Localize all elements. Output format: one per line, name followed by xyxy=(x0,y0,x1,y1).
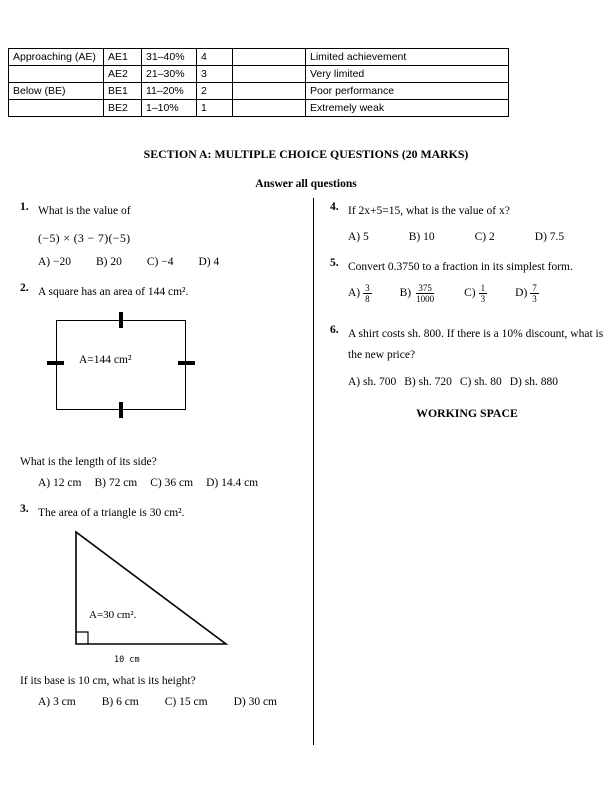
left-column xyxy=(20,201,310,722)
rubric-code-cell: AE2 xyxy=(104,66,142,83)
question-3 xyxy=(20,503,310,708)
answer-option: B) 6 cm xyxy=(101,695,139,708)
rubric-points-cell: 3 xyxy=(197,66,233,83)
rubric-blank-cell xyxy=(233,100,306,117)
rubric-row xyxy=(9,49,509,66)
question-1 xyxy=(20,201,310,268)
answer-options xyxy=(330,231,604,243)
rubric-points-cell: 1 xyxy=(197,100,233,117)
question-5 xyxy=(330,257,604,304)
working-space-heading: WORKING SPACE xyxy=(416,405,518,420)
question-number: 4. xyxy=(330,201,339,213)
tick-mark xyxy=(119,402,123,418)
rubric-level-cell xyxy=(9,100,104,117)
triangle-figure xyxy=(62,528,310,673)
rubric-points-cell: 2 xyxy=(197,83,233,100)
fraction: $\frac{7}{3}$ xyxy=(532,282,537,304)
figure-base-label: 10 cm xyxy=(114,654,140,665)
rubric-blank-cell xyxy=(233,83,306,100)
rubric-descriptor-cell: Limited achievement xyxy=(306,49,509,66)
rubric-level-cell: Below (BE) xyxy=(9,83,104,100)
question-number: 1. xyxy=(20,201,29,213)
answer-option: C) sh. 80 xyxy=(459,375,502,388)
right-angle-marker xyxy=(76,632,88,644)
column-divider xyxy=(313,198,314,745)
rubric-code-cell: BE1 xyxy=(104,83,142,100)
answer-option: D) sh. 880 xyxy=(509,375,558,388)
answer-options xyxy=(20,477,310,489)
question-text: Convert 0.3750 to a fraction in its simplest form. xyxy=(348,261,573,274)
answer-option: B) 20 xyxy=(96,256,122,269)
answer-option: A) $\frac{3}{8}$ xyxy=(348,282,370,304)
answer-option: D) 30 cm xyxy=(233,695,277,708)
question-number: 6. xyxy=(330,324,339,337)
right-column xyxy=(330,201,604,421)
answer-option: B) 72 cm xyxy=(94,476,138,489)
answer-option: C) −4 xyxy=(146,256,174,269)
question-number: 5. xyxy=(330,257,339,270)
tick-mark xyxy=(178,361,195,365)
answer-option: A) 3 cm xyxy=(38,695,76,708)
answer-option: D) 14.4 cm xyxy=(206,476,259,489)
answer-option: C) 15 cm xyxy=(164,695,208,708)
rubric-level-cell xyxy=(9,66,104,83)
answer-option: B) 10 xyxy=(408,231,435,244)
answer-options xyxy=(330,283,604,305)
answer-option: A) 12 cm xyxy=(38,476,82,489)
answer-option: A) −20 xyxy=(38,256,71,269)
answer-option: D) 4 xyxy=(198,256,220,269)
rubric-range-cell: 11–20% xyxy=(142,83,197,100)
rubric-points-cell: 4 xyxy=(197,49,233,66)
question-text: A square has an area of 144 cm². xyxy=(38,286,189,299)
figure-area-label: A=144 cm² xyxy=(79,353,132,366)
answer-option: C) $\frac{1}{3}$ xyxy=(464,282,486,304)
question-text: A shirt costs sh. 800. If there is a 10% discount, what is the new price? xyxy=(348,328,604,362)
question-text: If 2x+5=15, what is the value of x? xyxy=(348,205,510,217)
answer-options xyxy=(20,256,310,268)
rubric-range-cell: 31–40% xyxy=(142,49,197,66)
rubric-descriptor-cell: Very limited xyxy=(306,66,509,83)
rubric-row xyxy=(9,100,509,117)
question-text: The area of a triangle is 30 cm². xyxy=(38,506,185,519)
rubric-blank-cell xyxy=(233,49,306,66)
answer-option: D) $\frac{7}{3}$ xyxy=(515,282,537,304)
triangle-drawing xyxy=(62,528,237,670)
rubric-code-cell: BE2 xyxy=(104,100,142,117)
answer-option: B) $\frac{375}{1000}$ xyxy=(399,282,435,304)
rubric-blank-cell xyxy=(233,66,306,83)
answer-option: C) 2 xyxy=(474,231,495,244)
question-text: If its base is 10 cm, what is its height? xyxy=(20,674,196,687)
rubric-descriptor-cell: Poor performance xyxy=(306,83,509,100)
question-4 xyxy=(330,201,604,243)
math-expression: (−5) × (3 − 7)(−5) xyxy=(38,231,131,246)
rubric-descriptor-cell: Extremely weak xyxy=(306,100,509,117)
answer-option: A) sh. 700 xyxy=(348,375,397,388)
question-number: 3. xyxy=(20,502,29,515)
fraction: $\frac{3}{8}$ xyxy=(365,282,370,304)
rubric-row xyxy=(9,83,509,100)
square-figure xyxy=(56,320,186,410)
section-title: SECTION A: MULTIPLE CHOICE QUESTIONS (20 MARKS) xyxy=(143,147,469,161)
rubric-range-cell: 21–30% xyxy=(142,66,197,83)
rubric-row xyxy=(9,66,509,83)
question-number: 2. xyxy=(20,282,29,295)
question-2 xyxy=(20,282,310,488)
rubric-table xyxy=(8,48,509,117)
question-6 xyxy=(330,324,604,388)
answer-option: C) 36 cm xyxy=(150,476,194,489)
tick-mark xyxy=(47,361,64,365)
section-instruction: Answer all questions xyxy=(255,178,357,190)
question-text: What is the value of xyxy=(38,205,131,217)
rubric-code-cell: AE1 xyxy=(104,49,142,66)
figure-area-label: A=30 cm². xyxy=(89,608,137,621)
answer-option: D) 7.5 xyxy=(534,231,565,244)
fraction: $\frac{1}{3}$ xyxy=(480,282,486,304)
answer-options xyxy=(330,376,604,388)
question-text: What is the length of its side? xyxy=(20,455,157,468)
fraction: $\frac{375}{1000}$ xyxy=(416,282,435,304)
answer-option: A) 5 xyxy=(348,231,369,244)
answer-option: B) sh. 720 xyxy=(404,375,452,388)
answer-options xyxy=(20,696,310,708)
rubric-range-cell: 1–10% xyxy=(142,100,197,117)
rubric-level-cell: Approaching (AE) xyxy=(9,49,104,66)
tick-mark xyxy=(119,312,123,328)
